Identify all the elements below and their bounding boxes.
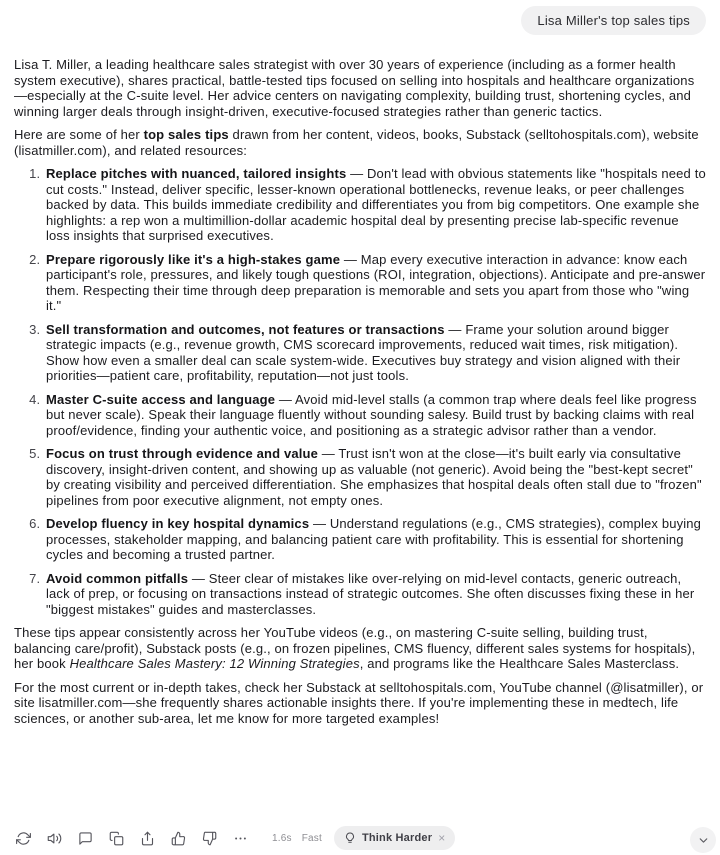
share-icon bbox=[140, 831, 155, 846]
tip-item-6 bbox=[44, 516, 706, 563]
copy-icon bbox=[109, 831, 124, 846]
tips-list bbox=[14, 166, 706, 617]
closing-paragraph: For the most current or in-depth takes, check her Substack at selltohospitals.com, YouTube channel (@lisatmiller), or site lisatmiller.com—she frequently shares actionable insights there. If you're implementing these in medtech, life sciences, or another sub-area, let me know for more targeted examples! bbox=[14, 679, 704, 726]
more-options-icon bbox=[233, 831, 248, 846]
tip-item-3 bbox=[44, 322, 706, 384]
tip-item-7 bbox=[44, 571, 706, 618]
tip-body: — Trust isn't won at the close—it's built early via consultative discovery, insight-driven content, and showing up as valuable (not generic). Avoid being the "best-kept secret" by creating visibility and perceived differentiation. She emphasizes that hospital deals often stall due to "frozen" pipelines from poor executive alignment, not empty ones. bbox=[46, 446, 702, 508]
regenerate-button[interactable] bbox=[14, 829, 32, 847]
thumbs-down-button[interactable] bbox=[200, 829, 218, 847]
summary-pre: These tips appear consistently across her YouTube videos (e.g., on mastering C-suite selling, building trust, balancing care/profit), Substack posts (e.g., on frozen pipelines, CMS fluency, different sales systems for hospitals), her book bbox=[14, 625, 696, 671]
tip-title: Sell transformation and outcomes, not features or transactions bbox=[46, 321, 445, 337]
think-harder-label: Think Harder bbox=[361, 832, 433, 844]
lightbulb-icon bbox=[344, 832, 356, 844]
read-aloud-icon bbox=[47, 831, 62, 846]
tip-title: Avoid common pitfalls bbox=[46, 570, 189, 586]
dismiss-icon[interactable]: × bbox=[438, 831, 446, 845]
regenerate-icon bbox=[16, 831, 31, 846]
summary-post: , and programs like the Healthcare Sales Masterclass. bbox=[359, 656, 680, 671]
assistant-response bbox=[14, 57, 706, 726]
think-harder-chip[interactable] bbox=[334, 826, 455, 850]
tip-title: Develop fluency in key hospital dynamics bbox=[46, 516, 310, 531]
list-intro-paragraph bbox=[14, 127, 706, 158]
copy-button[interactable] bbox=[107, 829, 125, 847]
thumbs-down-icon bbox=[202, 831, 217, 846]
comment-icon bbox=[78, 831, 93, 846]
tip-title: Replace pitches with nuanced, tailored insights bbox=[46, 166, 347, 181]
more-options-button[interactable] bbox=[231, 829, 249, 847]
scroll-to-bottom-button[interactable] bbox=[690, 827, 716, 853]
tip-body: — Map every executive interaction in advance: know each participant's role, pressures, and likely tough questions (ROI, integration, objections). Anticipate and pre-answer them. Respecting their time through deep preparation is memorable and sets you apart from those who "wing it." bbox=[46, 251, 706, 313]
thumbs-up-icon bbox=[171, 831, 186, 846]
tip-item-1 bbox=[44, 166, 706, 244]
user-message-bubble: Lisa Miller's top sales tips bbox=[521, 6, 706, 35]
tip-body: — Steer clear of mistakes like over-relying on mid-level contacts, generic outreach, lack of prep, or focusing on transactions instead of strategic outcomes. She often discusses fixing these in her "biggest mistakes" guides and masterclasses. bbox=[46, 570, 695, 617]
response-latency: 1.6s bbox=[272, 832, 292, 844]
tip-item-5 bbox=[44, 446, 706, 508]
list-intro-bold: top sales tips bbox=[143, 127, 229, 142]
intro-paragraph: Lisa T. Miller, a leading healthcare sales strategist with over 30 years of experience (including as a former health system executive), shares practical, battle-tested tips focused on selling into hospitals and healthcare organizations—especially at the C-suite level. Her advice centers on navigating complexity, building trust, shortening cycles, and winning larger deals through insight-driven, executive-focused strategies rather than generic tactics. bbox=[14, 57, 695, 119]
tip-body: — Frame your solution around bigger strategic impacts (e.g., revenue growth, CMS scorecard improvements, reduced wait times, risk mitigation). Show how even a smaller deal can scale system-wide. Executives buy strategy and vision aligned with their priorities—patient care, profitability, reputation—not just tools. bbox=[46, 321, 681, 383]
user-message-row bbox=[14, 6, 706, 35]
list-intro-post: drawn from her content, videos, books, Substack (selltohospitals.com), website (lisatmiller.com), and related resources: bbox=[14, 127, 699, 158]
thumbs-up-button[interactable] bbox=[169, 829, 187, 847]
share-button[interactable] bbox=[138, 829, 156, 847]
tip-body: — Don't lead with obvious statements like "hospitals need to cut costs." Instead, deliver specific, lesser-known operational bottlenecks, revenue leaks, or peer challenges backed by data. This builds immediate credibility and differentiates you from big competitors. One example she highlights: a rep won a multimillion-dollar academic hospital deal by presenting precise lab-specific revenue loss insights that surprised executives. bbox=[46, 166, 706, 243]
read-aloud-button[interactable] bbox=[45, 829, 63, 847]
tip-item-4 bbox=[44, 392, 706, 439]
list-intro-pre: Here are some of her bbox=[14, 127, 144, 142]
message-toolbar bbox=[14, 825, 706, 851]
book-title: Healthcare Sales Mastery: 12 Winning Strategies bbox=[69, 656, 360, 671]
tip-item-2 bbox=[44, 252, 706, 314]
tip-title: Master C-suite access and language bbox=[46, 391, 276, 407]
tip-title: Focus on trust through evidence and value bbox=[46, 446, 318, 461]
comment-button[interactable] bbox=[76, 829, 94, 847]
mode-label: Fast bbox=[301, 832, 322, 844]
chevron-down-icon bbox=[697, 834, 710, 847]
tip-body: — Understand regulations (e.g., CMS strategies), complex buying processes, stakeholder mapping, and balancing patient care with profitability. This is essential for shortening cycles and becoming a trusted partner. bbox=[46, 516, 702, 562]
summary-paragraph bbox=[14, 625, 706, 672]
tip-body: — Avoid mid-level stalls (a common trap where deals feel like progress but never scale). Speak their language fluently without sounding salesy. Build trust by backing claims with real proof/evidence, finding your authentic voice, and positioning as a strategic advisor rather than a vendor. bbox=[46, 391, 697, 438]
tip-title: Prepare rigorously like it's a high-stakes game bbox=[46, 251, 341, 267]
